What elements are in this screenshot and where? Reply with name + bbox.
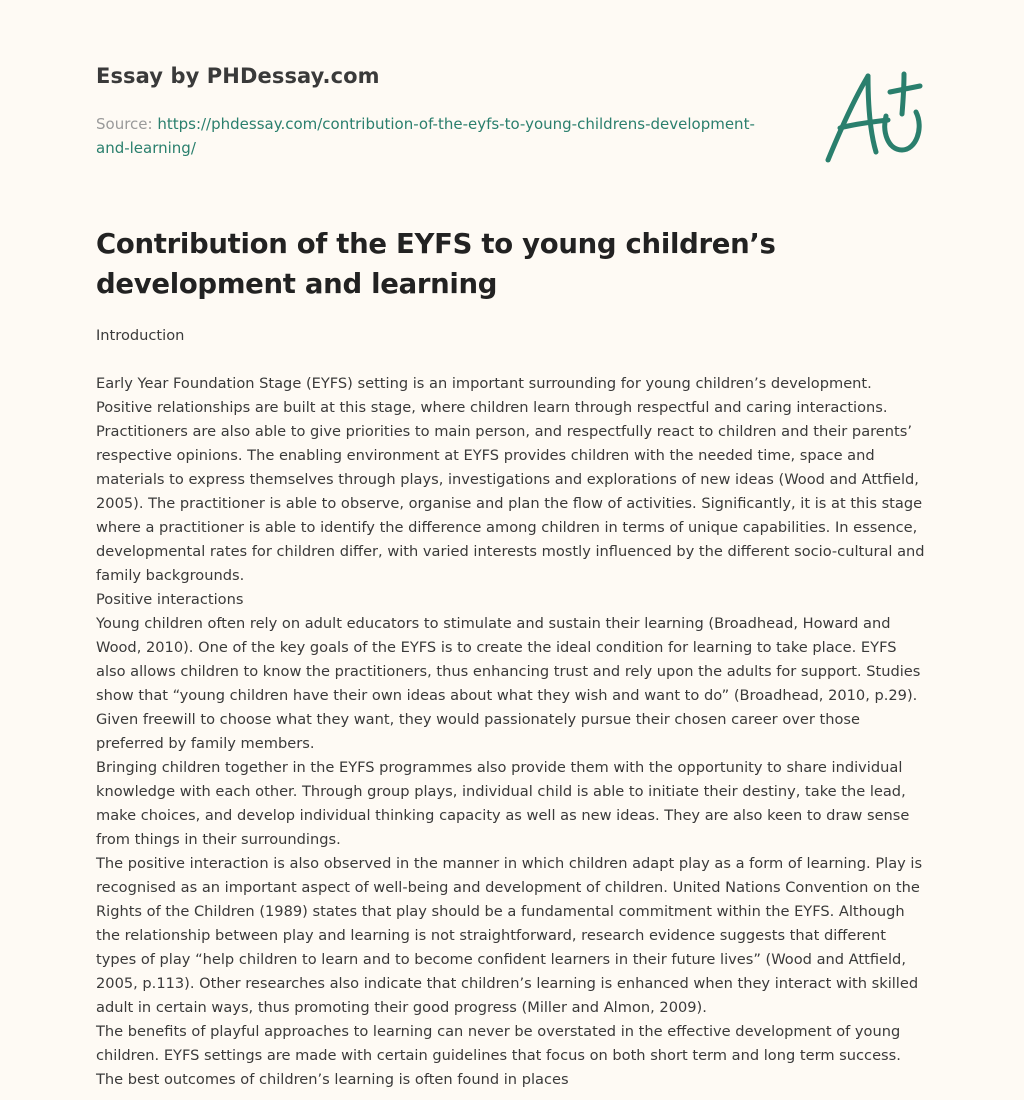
site-title: Essay by PHDessay.com — [96, 64, 380, 88]
source-link[interactable]: https://phdessay.com/contribution-of-the-eyfs-to-young-childrens-development-and-learning/ — [96, 115, 755, 157]
section-heading-introduction: Introduction — [96, 327, 185, 344]
paragraph: Bringing children together in the EYFS programmes also provide them with the opportunity to share individual knowledge with each other. Through group plays, individual child is able to initiate their destiny, take the lead, make choices, and develop individual thinking capacity as well as new ideas. They are also keen to draw sense from things in their surroundings. — [96, 759, 910, 848]
paragraph: Early Year Foundation Stage (EYFS) setting is an important surrounding for young children’s development. Positive relationships are built at this stage, where children learn through respectful and caring interactions. Practitioners are also able to give priorities to main person, and respectfully react to children and their parents’ respective opinions. The enabling environment at EYFS provides children with the needed time, space and materials to express themselves through plays, investigations and explorations of new ideas (Wood and Attfield, 2005). The practitioner is able to observe, organise and plan the flow of activities. Significantly, it is at this stage where a practitioner is able to identify the difference among children in terms of unique capabilities. In essence, developmental rates for children differ, with varied interests mostly influenced by the different socio-cultural and family backgrounds. — [96, 375, 925, 584]
a-plus-logo-icon — [824, 66, 928, 166]
essay-title: Contribution of the EYFS to young children’s development and learning — [96, 228, 776, 300]
paragraph: Young children often rely on adult educators to stimulate and sustain their learning (Broadhead, Howard and Wood, 2010). One of the key goals of the EYFS is to create the ideal condition for learning to take place. EYFS also allows children to know the practitioners, thus enhancing trust and rely upon the adults for support. Studies show that “young children have their own ideas about what they wish and want to do” (Broadhead, 2010, p.29). Given freewill to choose what they want, they would passionately pursue their chosen career over those preferred by family members. — [96, 615, 921, 752]
site-header — [96, 0, 928, 200]
source-label: Source: — [96, 115, 158, 133]
page — [96, 0, 928, 1088]
paragraph: The benefits of playful approaches to learning can never be overstated in the effective development of young children. EYFS settings are made with certain guidelines that focus on both short term and long term success. The best outcomes of children’s learning is often found in places — [96, 1023, 901, 1088]
source-line — [96, 112, 776, 160]
essay-body — [96, 324, 928, 1092]
section-heading-positive-interactions: Positive interactions — [96, 591, 244, 608]
paragraph: The positive interaction is also observed in the manner in which children adapt play as a form of learning. Play is recognised as an important aspect of well-being and development of children. United Nations Convention on the Rights of the Children (1989) states that play should be a fundamental commitment within the EYFS. Although the relationship between play and learning is not straightforward, research evidence suggests that different types of play “help children to learn and to become confident learners in their future lives” (Wood and Attfield, 2005, p.113). Other researches also indicate that children’s learning is enhanced when they interact with skilled adult in certain ways, thus promoting their good progress (Miller and Almon, 2009). — [96, 855, 923, 1016]
